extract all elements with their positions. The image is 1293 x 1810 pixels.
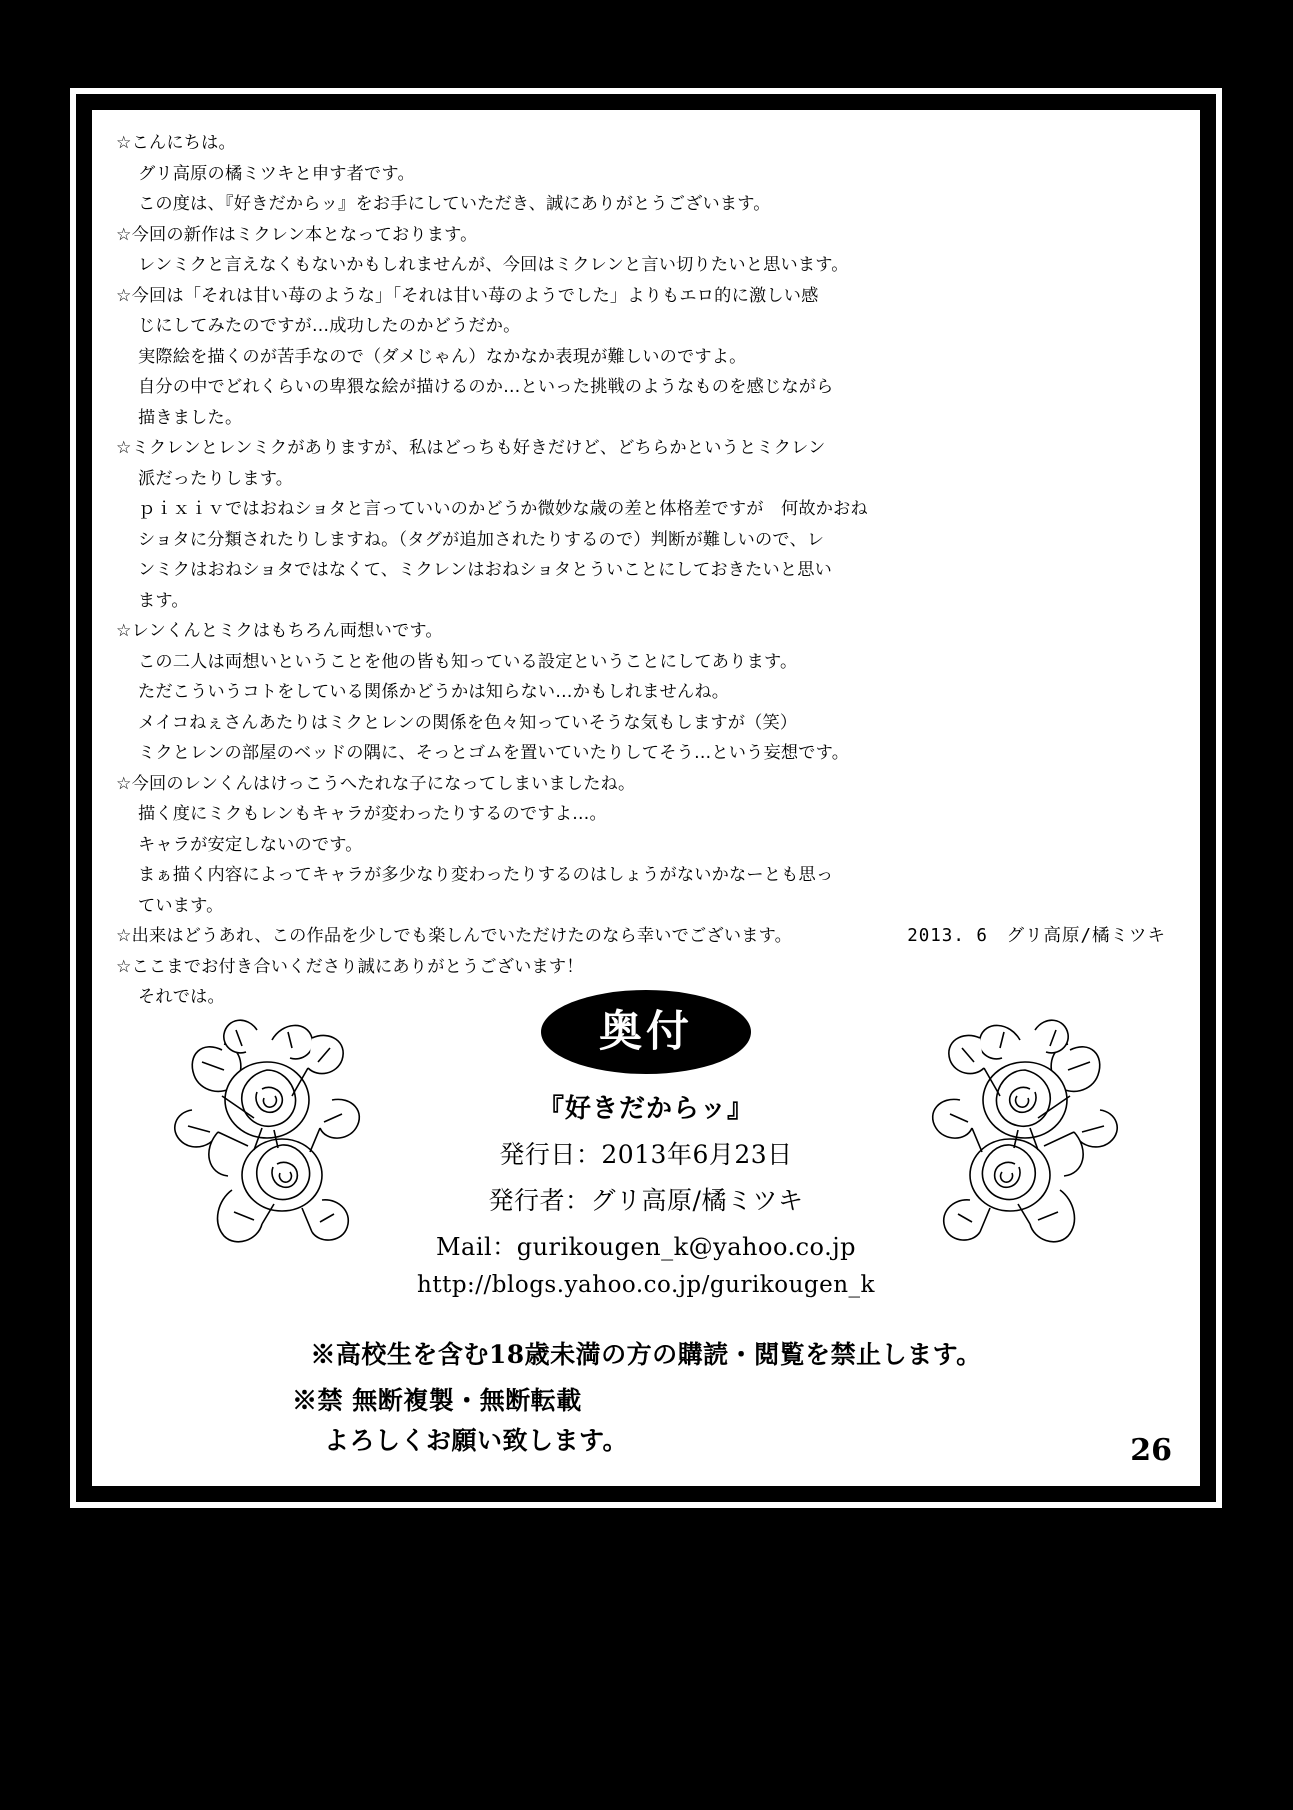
afterword-line: ☆ここまでお付き合いくださり誠にありがとうございます！ — [116, 956, 584, 977]
afterword-line: 描きました。 — [138, 407, 243, 428]
afterword-line: ☆ミクレンとレンミクがありますが、私はどっちも好きだけど、どちらかというとミクレン — [116, 438, 826, 458]
work-title: 『好きだからッ』 — [537, 1094, 754, 1124]
afterword-line: ンミクはおねショタではなくて、ミクレンはおねショタとういことにしておきたいと思い — [138, 560, 833, 580]
afterword-line: ています。 — [138, 895, 224, 916]
author-signature: 2013. 6 グリ高原/橘ミツキ — [907, 926, 1166, 946]
blog-url: http://blogs.yahoo.co.jp/gurikougen_k — [417, 1272, 875, 1298]
colophon-badge: 奥付 — [541, 990, 751, 1074]
afterword-text-block — [116, 128, 1176, 1013]
afterword-line: 派だったりします。 — [138, 468, 294, 489]
afterword-line: ☆今回の新作はミクレン本となっております。 — [116, 224, 478, 245]
afterword-line: ショタに分類されたりしますね。（タグが追加されたりするので）判断が難しいので、レ — [138, 529, 825, 550]
legal-notices — [92, 1335, 1200, 1457]
afterword-line: 描く度にミクもレンもキャラが変わったりするのですよ…。 — [138, 804, 607, 824]
afterword-line: ます。 — [138, 590, 189, 611]
colophon-block — [92, 990, 1200, 1298]
reproduction-notice: ※禁 無断複製・無断転載 — [292, 1386, 582, 1415]
afterword-line: この度は、『好きだからッ』をお手にしていただき、誠にありがとうございます。 — [138, 194, 771, 214]
afterword-line: ただこういうコトをしている関係かどうかは知らない…かもしれませんね。 — [138, 682, 730, 702]
afterword-line: ミクとレンの部屋のベッドの隅に、そっとゴムを置いていたりしてそう…という妄想です。 — [138, 743, 850, 763]
afterword-line: ｐｉｘｉｖではおねショタと言っていいのかどうか微妙な歳の差と体格差ですが 何故かおね — [138, 499, 868, 519]
page-number: 26 — [1130, 1433, 1172, 1468]
publisher-name: 発行者：グリ高原/橘ミツキ — [488, 1186, 804, 1215]
afterword-line: ☆レンくんとミクはもちろん両想いです。 — [116, 621, 443, 641]
afterword-line: レンミクと言えなくもないかもしれませんが、今回はミクレンと言い切りたいと思います。 — [138, 255, 849, 275]
contact-mail: Mail：gurikougen_k@yahoo.co.jp — [435, 1233, 857, 1261]
publish-date: 発行日：2013年6月23日 — [499, 1140, 793, 1169]
afterword-line: ☆こんにちは。 — [116, 133, 236, 153]
afterword-line: それでは。 — [138, 987, 225, 1007]
page-content-area — [92, 110, 1200, 1486]
afterword-line: ☆出来はどうあれ、この作品を少しでも楽しんでいただけたのなら幸いでございます。 — [116, 926, 792, 946]
afterword-line: この二人は両想いということを他の皆も知っている設定ということにしてあります。 — [138, 651, 798, 672]
afterword-line: ☆今回のレンくんはけっこうへたれな子になってしまいましたね。 — [116, 773, 636, 794]
closing-request: よろしくお願い致します。 — [324, 1426, 629, 1455]
afterword-line: キャラが安定しないのです。 — [138, 834, 363, 855]
afterword-line: グリ高原の橘ミツキと申す者です。 — [138, 163, 415, 184]
age-restriction-notice: ※高校生を含む18歳未満の方の購読・閲覧を禁止します。 — [310, 1340, 982, 1369]
afterword-line: メイコねぇさんあたりはミクとレンの関係を色々知っていそうな気もしますが（笑） — [138, 712, 798, 733]
afterword-line: ☆今回は「それは甘い苺のような」「それは甘い苺のようでした」よりもエロ的に激しい感 — [116, 285, 819, 306]
afterword-line: じにしてみたのですが…成功したのかどうだか。 — [138, 316, 521, 336]
afterword-line: 実際絵を描くのが苦手なので（ダメじゃん）なかなか表現が難しいのですよ。 — [138, 346, 747, 367]
afterword-line: 自分の中でどれくらいの卑猥な絵が描けるのか…といった挑戦のようなものを感じながら — [138, 377, 834, 397]
afterword-line: まぁ描く内容によってキャラが多少なり変わったりするのはしょうがないかなーとも思っ — [138, 865, 834, 885]
